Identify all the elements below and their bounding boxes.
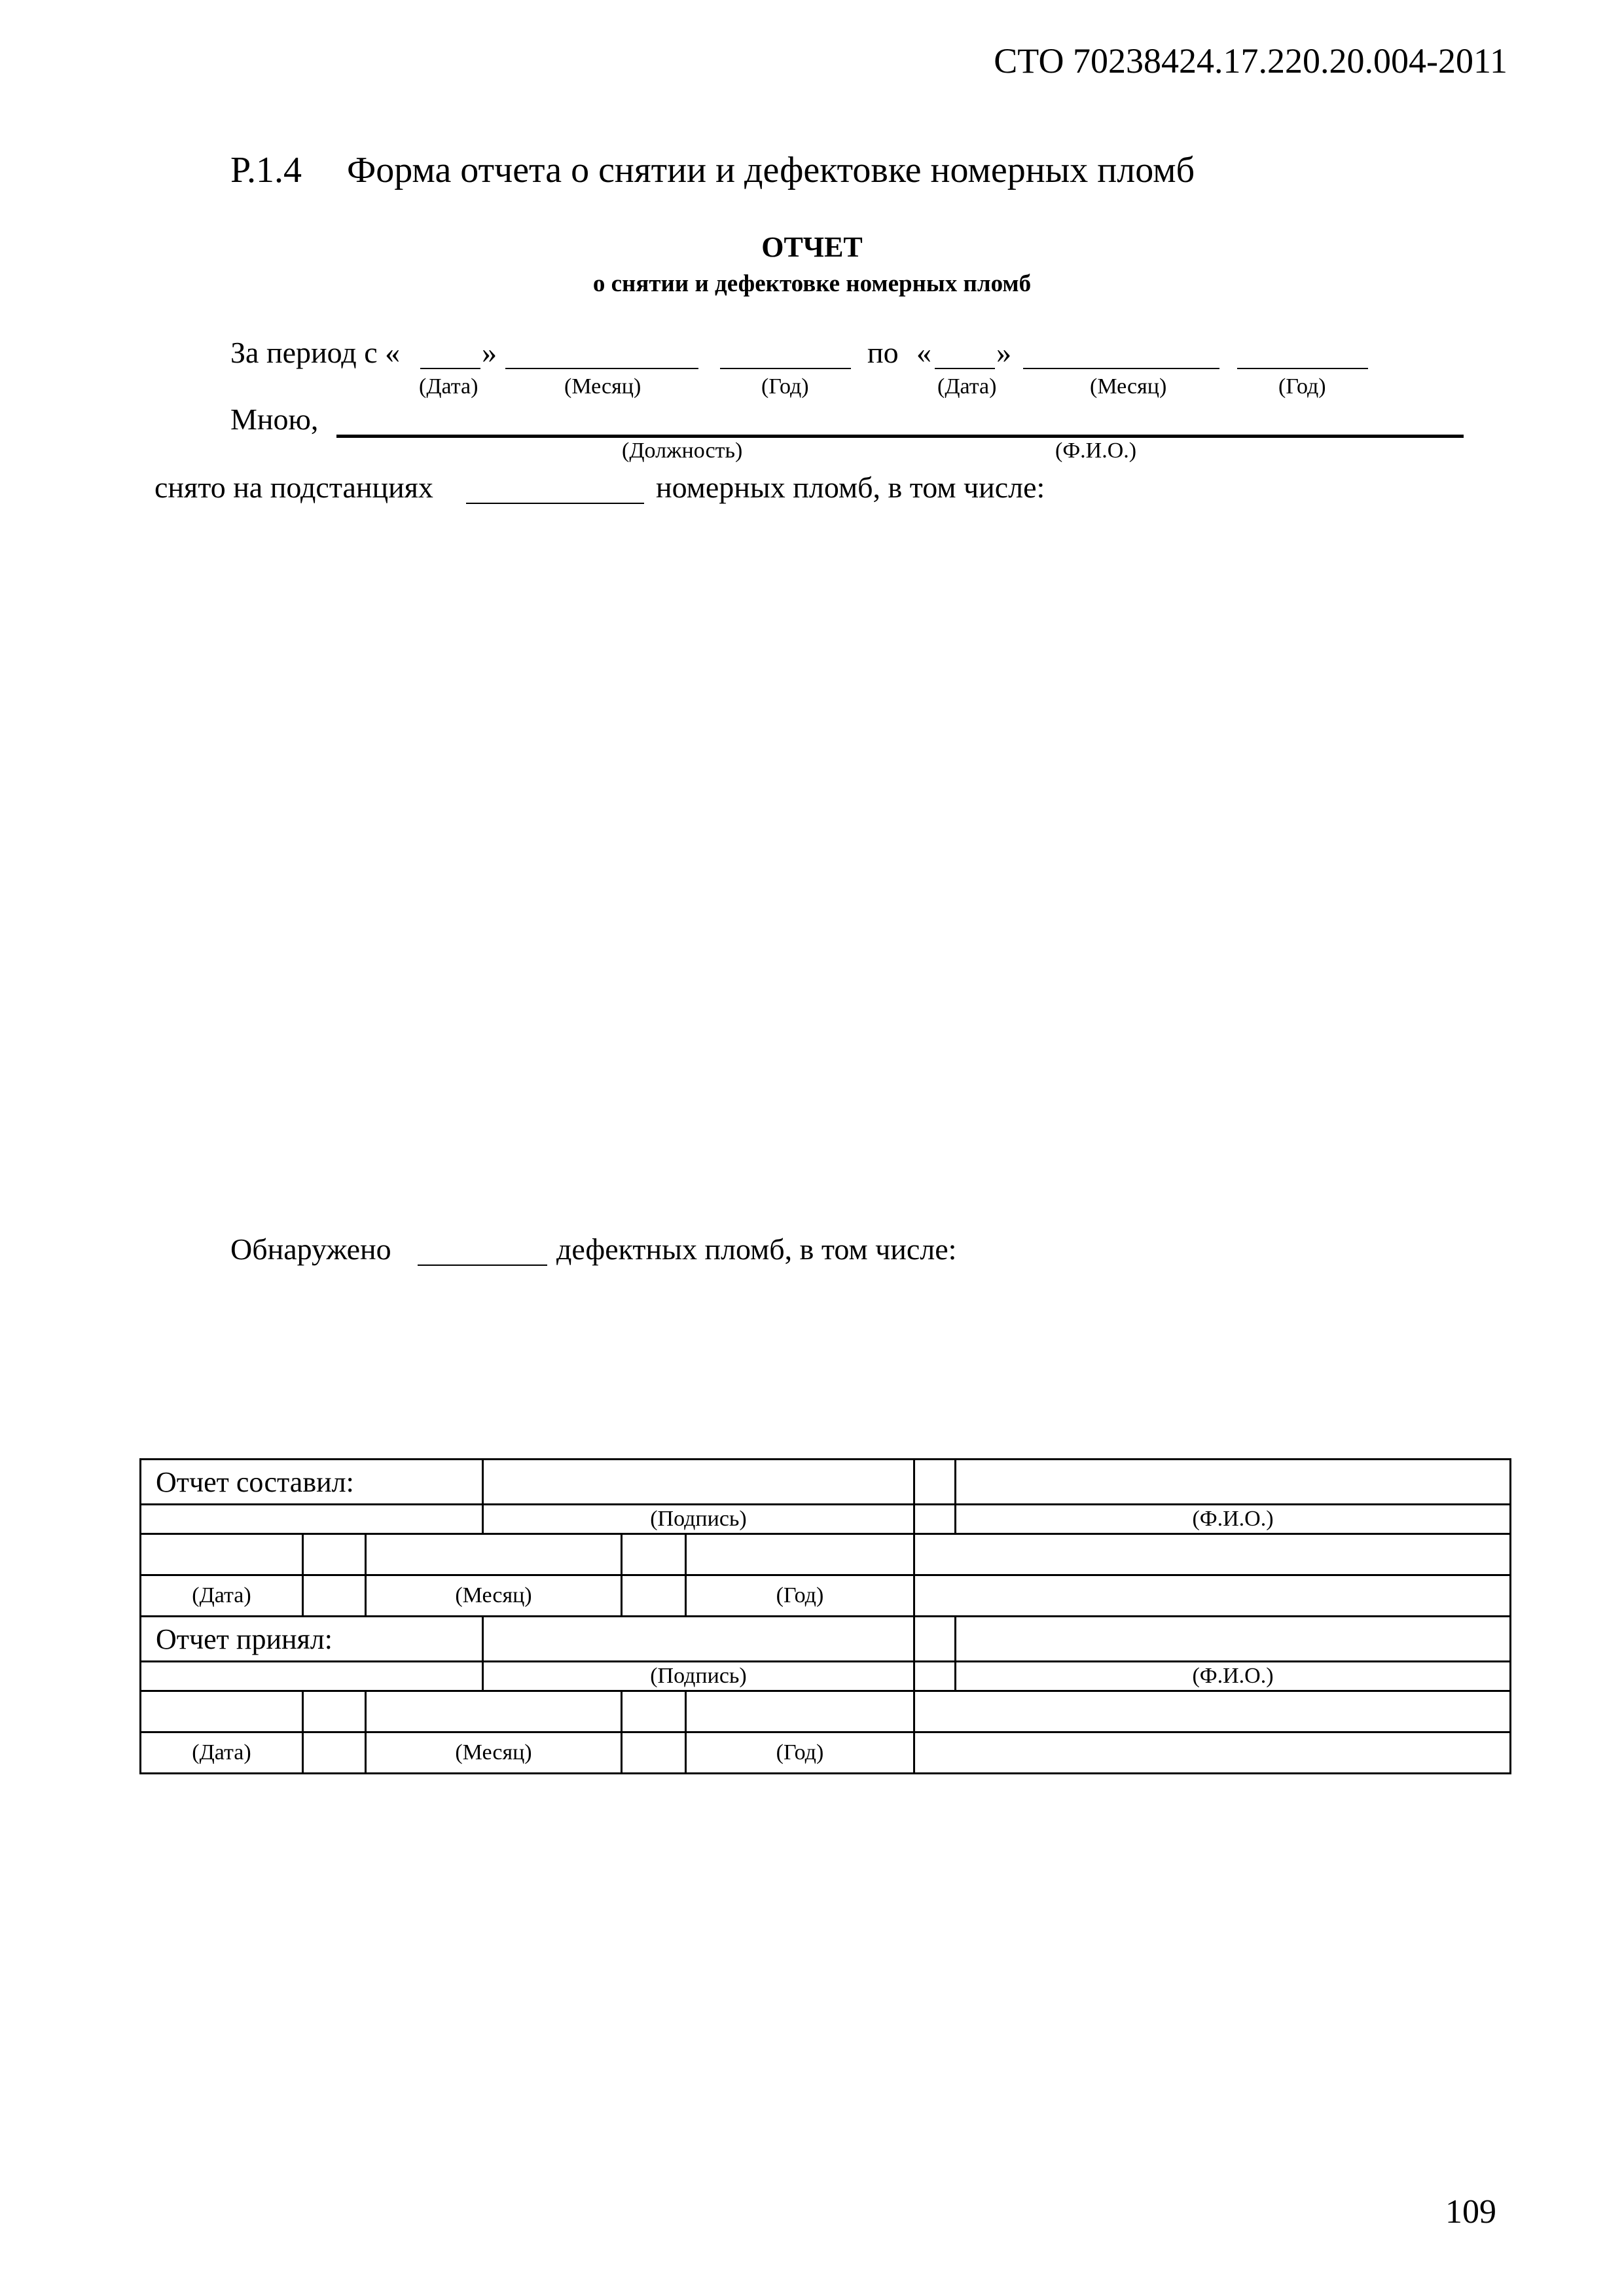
accepted-fio-caption: (Ф.И.О.) bbox=[956, 1662, 1511, 1691]
section-number: P.1.4 bbox=[230, 150, 302, 190]
accepted-year-cell[interactable] bbox=[686, 1691, 914, 1732]
removed-suffix: номерных пломб, в том числе: bbox=[656, 471, 1045, 504]
accepted-date-cell[interactable] bbox=[141, 1691, 303, 1732]
caption-month: (Месяц) bbox=[564, 374, 641, 399]
page-number: 109 bbox=[1445, 2193, 1496, 2231]
section-title bbox=[230, 149, 1195, 191]
accepted-signature-cell[interactable] bbox=[483, 1617, 914, 1662]
caption-year-2: (Год) bbox=[1278, 374, 1326, 399]
compiled-signature-caption: (Подпись) bbox=[483, 1505, 914, 1534]
position-fio-blank[interactable] bbox=[336, 435, 1464, 438]
accepted-month-cell[interactable] bbox=[366, 1691, 622, 1732]
accepted-date-caption: (Дата) bbox=[141, 1732, 303, 1774]
period-to-month-blank[interactable] bbox=[1023, 368, 1219, 369]
period-from-year-blank[interactable] bbox=[720, 368, 851, 369]
section-title-text: Форма отчета о снятии и дефектовке номерных пломб bbox=[347, 150, 1195, 190]
compiled-date-spacer bbox=[303, 1534, 366, 1575]
period-quote-close-2: » bbox=[996, 336, 1011, 369]
accepted-fio-cell[interactable] bbox=[956, 1617, 1511, 1662]
removed-prefix: снято на подстанциях bbox=[154, 471, 433, 504]
accepted-spacer-caption bbox=[914, 1662, 956, 1691]
found-suffix: дефектных пломб, в том числе: bbox=[556, 1232, 957, 1266]
compiled-month-spacer bbox=[622, 1534, 686, 1575]
period-to-year-blank[interactable] bbox=[1237, 368, 1368, 369]
accepted-month-caption: (Месяц) bbox=[366, 1732, 622, 1774]
accepted-date-empty bbox=[914, 1691, 1511, 1732]
by-me-label: Мною, bbox=[230, 403, 319, 436]
accepted-signature-caption: (Подпись) bbox=[483, 1662, 914, 1691]
accepted-year-caption: (Год) bbox=[686, 1732, 914, 1774]
compiled-date-empty-2 bbox=[914, 1575, 1511, 1617]
accepted-date-spacer-2 bbox=[303, 1732, 366, 1774]
compiled-date-caption: (Дата) bbox=[141, 1575, 303, 1617]
caption-date: (Дата) bbox=[419, 374, 478, 399]
period-prefix: За период с « bbox=[230, 336, 401, 369]
compiled-date-spacer-2 bbox=[303, 1575, 366, 1617]
compiled-month-cell[interactable] bbox=[366, 1534, 622, 1575]
found-count-blank[interactable] bbox=[418, 1265, 547, 1266]
compiled-date-empty bbox=[914, 1534, 1511, 1575]
removed-count-blank[interactable] bbox=[466, 503, 644, 504]
caption-month-2: (Месяц) bbox=[1090, 374, 1167, 399]
period-quote-open: « bbox=[916, 336, 931, 369]
accepted-month-spacer-2 bbox=[622, 1732, 686, 1774]
compiled-signature-cell[interactable] bbox=[483, 1460, 914, 1505]
accepted-label: Отчет принял: bbox=[141, 1617, 483, 1662]
compiled-fio-cell[interactable] bbox=[956, 1460, 1511, 1505]
report-subtitle: о снятии и дефектовке номерных пломб bbox=[592, 270, 1032, 297]
period-quote-close: » bbox=[482, 336, 497, 369]
compiled-date-cell[interactable] bbox=[141, 1534, 303, 1575]
signature-table bbox=[139, 1458, 1511, 1774]
accepted-empty-caption bbox=[141, 1662, 483, 1691]
accepted-date-empty-2 bbox=[914, 1732, 1511, 1774]
caption-year: (Год) bbox=[761, 374, 809, 399]
compiled-year-cell[interactable] bbox=[686, 1534, 914, 1575]
accepted-date-spacer bbox=[303, 1691, 366, 1732]
compiled-year-caption: (Год) bbox=[686, 1575, 914, 1617]
period-to-day-blank[interactable] bbox=[935, 368, 995, 369]
compiled-spacer-caption bbox=[914, 1505, 956, 1534]
compiled-label: Отчет составил: bbox=[141, 1460, 483, 1505]
caption-date-2: (Дата) bbox=[937, 374, 997, 399]
found-prefix: Обнаружено bbox=[230, 1232, 391, 1266]
compiled-month-caption: (Месяц) bbox=[366, 1575, 622, 1617]
caption-fio: (Ф.И.О.) bbox=[1055, 439, 1137, 463]
compiled-spacer-cell bbox=[914, 1460, 956, 1505]
period-mid: по bbox=[867, 336, 899, 369]
compiled-fio-caption: (Ф.И.О.) bbox=[956, 1505, 1511, 1534]
report-title: ОТЧЕТ bbox=[761, 231, 863, 263]
period-from-month-blank[interactable] bbox=[505, 368, 698, 369]
accepted-spacer-cell bbox=[914, 1617, 956, 1662]
accepted-month-spacer bbox=[622, 1691, 686, 1732]
compiled-empty-caption bbox=[141, 1505, 483, 1534]
period-from-day-blank[interactable] bbox=[420, 368, 480, 369]
caption-position: (Должность) bbox=[622, 439, 743, 463]
document-code: СТО 70238424.17.220.20.004-2011 bbox=[994, 41, 1507, 81]
compiled-month-spacer-2 bbox=[622, 1575, 686, 1617]
